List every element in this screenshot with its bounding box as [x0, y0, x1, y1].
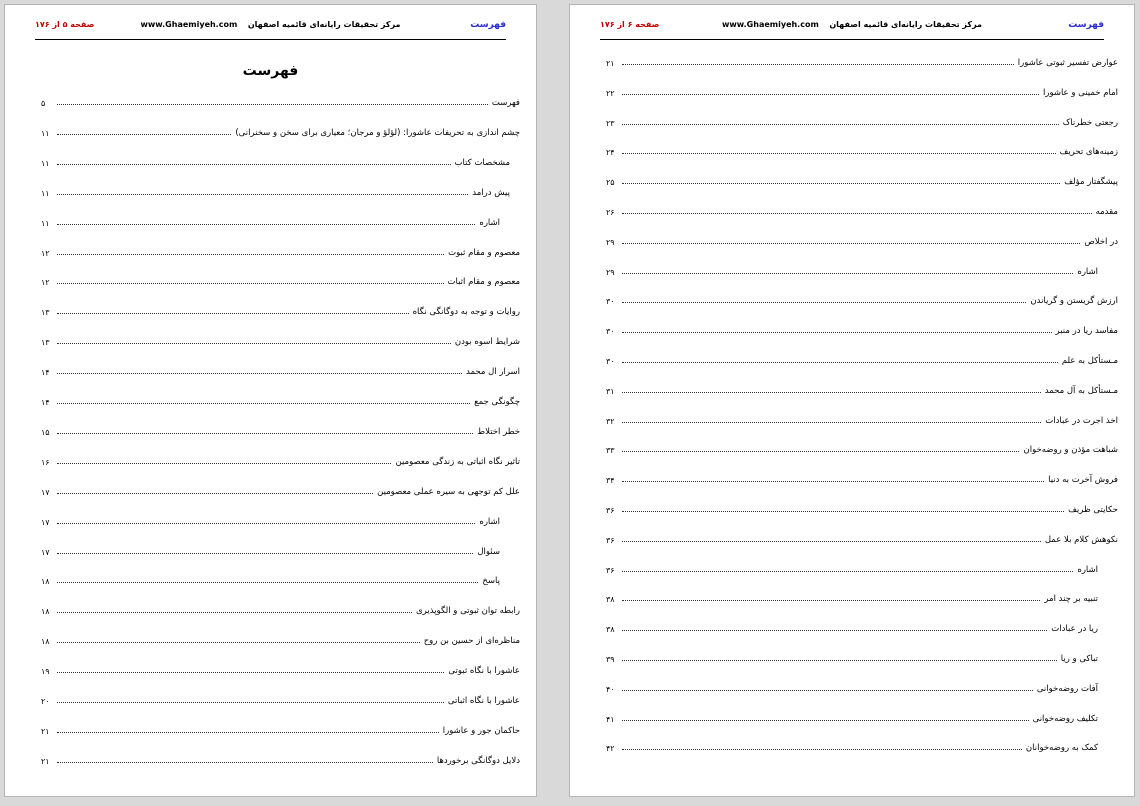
toc-leader-dots: [57, 701, 444, 703]
toc-leader-dots: [57, 432, 473, 434]
toc-leader-dots: [57, 552, 473, 554]
header-website: www.Ghaemiyeh.com: [721, 20, 819, 29]
toc-entry-page: ۲۱: [606, 59, 615, 68]
toc-entry[interactable]: [606, 143, 1118, 157]
toc-entry[interactable]: [41, 303, 520, 317]
toc-leader-dots: [622, 689, 1033, 691]
toc-entry-label: رجعتی خطرناک: [1062, 117, 1118, 128]
toc-leader-dots: [622, 63, 1014, 65]
toc-entry-page: ۱۱: [41, 128, 50, 138]
toc-entry-label: چشم اندازی به تحریفات عاشورا: (لؤلؤ و مرجان؛ معیاری برای سخن و سخنرانی): [235, 127, 520, 138]
toc-entry[interactable]: [606, 292, 1118, 306]
toc-entry-label: شباهت مؤذن و روضه‌خوان: [1023, 445, 1118, 456]
toc-entry-label: در اخلاص: [1084, 236, 1118, 247]
toc-entry-label: ارزش گریستن و گریاندن: [1030, 296, 1118, 307]
toc-entry-label: چگونگی جمع: [474, 397, 520, 407]
toc-entry-page: ۳۲: [606, 416, 615, 426]
toc-entry-page: ۱۵: [41, 427, 50, 437]
toc-entry[interactable]: [606, 441, 1118, 455]
toc-entry-page: ۳۰: [606, 327, 615, 337]
toc-entry-page: ۳۹: [606, 655, 615, 664]
toc-entry-page: ۲۹: [606, 267, 615, 277]
toc-entry-page: ۲۲: [606, 88, 615, 98]
toc-entry[interactable]: [606, 352, 1118, 366]
toc-entry-label: تباکی و ریا: [1060, 654, 1098, 664]
toc-leader-dots: [622, 510, 1064, 512]
toc-entry-page: ۳۰: [606, 357, 615, 366]
toc-leader-dots: [57, 671, 444, 673]
toc-entry[interactable]: [41, 513, 500, 527]
toc-entry[interactable]: [606, 561, 1098, 575]
toc-entry-page: ۱۷: [41, 517, 50, 527]
toc-leader-dots: [57, 163, 451, 165]
toc-entry-label: اشاره: [479, 516, 500, 527]
toc-entry[interactable]: [41, 154, 510, 168]
toc-entry[interactable]: [41, 483, 520, 497]
toc-leader-dots: [622, 391, 1041, 393]
toc-leader-dots: [622, 272, 1073, 274]
toc-entry-label: مـستأکل به علم: [1061, 356, 1118, 366]
toc-leader-dots: [57, 193, 468, 195]
toc-entry[interactable]: [41, 543, 500, 557]
toc-entry[interactable]: [41, 273, 520, 287]
toc-entry[interactable]: [41, 423, 520, 437]
toc-leader-dots: [57, 103, 488, 105]
toc-entry[interactable]: [606, 710, 1098, 724]
toc-entry[interactable]: [606, 471, 1118, 485]
toc-entry-page: ۳۶: [606, 506, 615, 515]
toc-entry[interactable]: [606, 501, 1118, 515]
toc-entry[interactable]: [41, 602, 520, 616]
toc-entry-label: نکوهش کلام بلا عمل: [1044, 534, 1118, 545]
header-org: مرکز تحقیقات رایانه‌ای قائمیه اصفهان: [829, 20, 982, 29]
toc-entry-label: حاکمان جور و عاشورا: [442, 725, 520, 736]
toc-entry-label: فهرست: [491, 98, 520, 108]
toc-leader-dots: [57, 402, 470, 404]
toc-entry-label: شرایط اسوه بودن: [454, 337, 520, 348]
toc-leader-dots: [57, 312, 409, 314]
toc-leader-dots: [57, 581, 478, 583]
toc-entry[interactable]: [41, 662, 520, 676]
toc-leader-dots: [57, 133, 231, 135]
header-center: [600, 20, 1104, 29]
header-page-counter: صفحه ۵ از ۱۷۶: [35, 20, 95, 29]
toc-entry[interactable]: [41, 692, 520, 706]
document-page-right: [569, 4, 1135, 797]
toc-entry-label: پیشگفتار مؤلف: [1064, 177, 1118, 188]
toc-entry-label: پاسخ: [482, 576, 500, 587]
toc-leader-dots: [57, 342, 451, 344]
toc-entry-page: ۳۶: [606, 535, 615, 545]
toc-entry-label: پیش درامد: [472, 187, 510, 198]
toc-entry[interactable]: [606, 680, 1098, 694]
toc-leader-dots: [57, 641, 420, 643]
toc-entry-label: اخذ اجرت در عبادات: [1045, 415, 1118, 426]
toc-leader-dots: [622, 242, 1080, 244]
toc-leader-dots: [57, 522, 475, 524]
header-section-title: فهرست: [1068, 20, 1104, 30]
toc-leader-dots: [622, 421, 1041, 423]
toc-entry-label: کمک به روضه‌خوانان: [1025, 743, 1098, 754]
toc-entry[interactable]: [606, 382, 1118, 396]
toc-entry-label: حکایتی ظریف: [1068, 505, 1118, 515]
toc-entry-page: ۱۴: [41, 398, 50, 407]
toc-leader-dots: [57, 223, 475, 225]
toc-entry-page: ۳۰: [606, 297, 615, 307]
toc-leader-dots: [57, 282, 444, 284]
toc-entry-page: ۳۶: [606, 565, 615, 575]
toc-entry-page: ۳۱: [606, 386, 615, 396]
toc-entry[interactable]: [606, 322, 1118, 336]
toc-entry-label: امام خمینی و عاشورا: [1042, 87, 1118, 98]
toc-entry[interactable]: [606, 590, 1098, 604]
toc-entry-page: ۱۱: [41, 218, 50, 228]
toc-entry-label: مفاسد ریا در منبر: [1055, 326, 1118, 337]
toc-entry[interactable]: [41, 94, 520, 108]
toc-entry[interactable]: [41, 244, 520, 258]
toc-entry-page: ۱۸: [41, 607, 50, 617]
toc-entry-label: عوارض تفسیر ثبوتی عاشورا: [1017, 58, 1118, 68]
toc-entry-label: عاشورا با نگاه اثباتی: [447, 696, 520, 706]
toc-entry-page: ۱۶: [41, 457, 50, 467]
toc-entry-page: ۱۸: [41, 577, 50, 587]
toc-entry-page: ۱۳: [41, 308, 50, 318]
toc-entry[interactable]: [41, 333, 520, 347]
toc-entry-label: آفات روضه‌خوانی: [1036, 683, 1098, 694]
toc-leader-dots: [57, 372, 462, 374]
toc-entry-label: معصوم و مقام اثبات: [447, 277, 520, 288]
toc-entry[interactable]: [41, 453, 520, 467]
toc-entry-label: اشاره: [479, 217, 500, 228]
toc-leader-dots: [622, 361, 1058, 363]
toc-entry-label: تکلیف روضه‌خوانی: [1032, 713, 1098, 724]
toc-entry-page: ۱۲: [41, 278, 50, 288]
toc-entry-label: مقدمه: [1095, 207, 1118, 217]
page-header: [600, 13, 1104, 40]
toc-entry-label: مـستأکل به آل محمد: [1044, 385, 1118, 396]
toc-entry-label: تاثیر نگاه اثباتی به زندگی معصومین: [395, 456, 520, 467]
toc-leader-dots: [622, 182, 1060, 184]
toc-entry[interactable]: [606, 114, 1118, 128]
toc-entry-page: ۳۸: [606, 625, 615, 635]
header-org: مرکز تحقیقات رایانه‌ای قائمیه اصفهان: [247, 20, 401, 29]
toc-leader-dots: [622, 301, 1026, 303]
toc-leader-dots: [622, 570, 1073, 572]
toc-entry-label: خطر اختلاط: [477, 426, 520, 437]
toc-entry-page: ۳۳: [606, 446, 615, 456]
toc-entry-label: فروش آخرت به دنیا: [1048, 475, 1118, 486]
toc-leader-dots: [57, 611, 412, 613]
toc-entry[interactable]: [41, 752, 520, 766]
toc-leader-dots: [57, 253, 444, 255]
header-website: www.Ghaemiyeh.com: [140, 20, 238, 29]
toc-entry[interactable]: [41, 393, 520, 407]
toc-entry-label: مشخصات کتاب: [454, 157, 510, 168]
toc-leader-dots: [622, 659, 1057, 661]
toc-entry-page: ۱۴: [41, 368, 50, 378]
toc-entry[interactable]: [606, 650, 1098, 664]
toc-leader-dots: [622, 123, 1059, 125]
document-page-left: [4, 4, 537, 797]
toc-entry-page: ۲۵: [606, 178, 615, 188]
toc-entry[interactable]: [606, 263, 1098, 277]
toc-entry-page: ۲۶: [606, 208, 615, 217]
toc-leader-dots: [622, 480, 1044, 482]
toc-entry[interactable]: [41, 572, 500, 586]
toc-entry-label: اشاره: [1077, 564, 1098, 575]
toc-entry-label: اسرار ال محمد: [466, 367, 520, 378]
toc-entry[interactable]: [606, 620, 1098, 634]
toc-leader-dots: [622, 540, 1041, 542]
toc-leader-dots: [622, 748, 1022, 750]
toc-entry[interactable]: [41, 363, 520, 377]
toc-leader-dots: [622, 629, 1047, 631]
toc-entry-label: معصوم و مقام ثبوت: [448, 247, 520, 258]
toc-entry-page: ۱۲: [41, 248, 50, 258]
toc-entry-page: ۲۱: [41, 756, 50, 766]
toc-leader-dots: [622, 93, 1039, 95]
toc-entry-label: دلایل دوگانگی برخوردها: [436, 755, 520, 766]
toc-entry[interactable]: [606, 54, 1118, 68]
toc-entry-page: ۱۱: [41, 188, 50, 198]
toc-entry[interactable]: [41, 722, 520, 736]
header-page-counter: صفحه ۶ از ۱۷۶: [600, 20, 660, 29]
toc-entry[interactable]: [606, 739, 1098, 753]
toc-entry-page: ۲۴: [606, 148, 615, 158]
toc-entry-page: ۵: [41, 99, 46, 108]
toc-entry-label: اشاره: [1077, 266, 1098, 277]
toc-entry-page: ۱۳: [41, 338, 50, 348]
toc-entry-page: ۲۱: [41, 726, 50, 736]
header-section-title: فهرست: [470, 20, 506, 30]
toc-entry[interactable]: [606, 233, 1118, 247]
toc-leader-dots: [622, 152, 1056, 154]
toc-leader-dots: [622, 450, 1019, 452]
toc-entry[interactable]: [606, 412, 1118, 426]
toc-entry-label: زمینه‌های تحریف: [1059, 147, 1118, 158]
toc-entry-label: سئوال: [477, 546, 500, 557]
toc-entry-page: ۱۷: [41, 547, 50, 557]
header-center: [35, 20, 506, 29]
toc-entry[interactable]: [606, 203, 1118, 217]
toc-entry-label: مناظره‌ای از حسین بن روح: [423, 636, 520, 647]
toc-leader-dots: [57, 462, 391, 464]
toc-entry-page: ۴۰: [606, 684, 615, 694]
toc-entry-page: ۲۹: [606, 237, 615, 247]
toc-entry-page: ۲۳: [606, 118, 615, 128]
toc-leader-dots: [622, 599, 1040, 601]
toc-leader-dots: [622, 719, 1029, 721]
toc-leader-dots: [622, 212, 1092, 214]
toc-entry-label: رابطه توان ثبوتی و الگوپذیری: [416, 606, 520, 617]
toc-entry[interactable]: [41, 214, 500, 228]
toc-entry-label: علل کم توجهی به سیره عملی معصومین: [377, 486, 520, 497]
toc-entry-page: ۳۴: [606, 476, 615, 486]
toc-leader-dots: [57, 731, 439, 733]
toc-leader-dots: [57, 492, 373, 494]
toc-entry-page: ۲۰: [41, 697, 50, 706]
toc-leader-dots: [57, 761, 433, 763]
toc-entry[interactable]: [606, 531, 1118, 545]
page-header: [35, 13, 506, 40]
toc-entry-page: ۱۸: [41, 637, 50, 647]
toc-entry-label: عاشورا با نگاه ثبوتی: [448, 666, 520, 677]
toc-entry[interactable]: [606, 173, 1118, 187]
toc-entry[interactable]: [41, 184, 510, 198]
toc-entry-page: ۴۱: [606, 714, 615, 724]
toc-entry-page: ۴۲: [606, 744, 615, 754]
toc-entry[interactable]: [41, 632, 520, 646]
toc-entry[interactable]: [41, 124, 520, 138]
toc-entry-page: ۱۷: [41, 487, 50, 497]
toc-entry-label: روایات و توجه به دوگانگی نگاه: [412, 307, 520, 318]
toc-entry-label: تنبیه بر چند امر: [1044, 594, 1098, 605]
toc-entry-page: ۱۹: [41, 667, 50, 677]
toc-entry-page: ۱۱: [41, 158, 50, 168]
toc-heading: فهرست: [242, 63, 299, 79]
toc-leader-dots: [622, 331, 1052, 333]
toc-entry-label: ریا در عبادات: [1051, 624, 1098, 635]
toc-entry-page: ۳۸: [606, 595, 615, 605]
toc-entry[interactable]: [606, 84, 1118, 98]
